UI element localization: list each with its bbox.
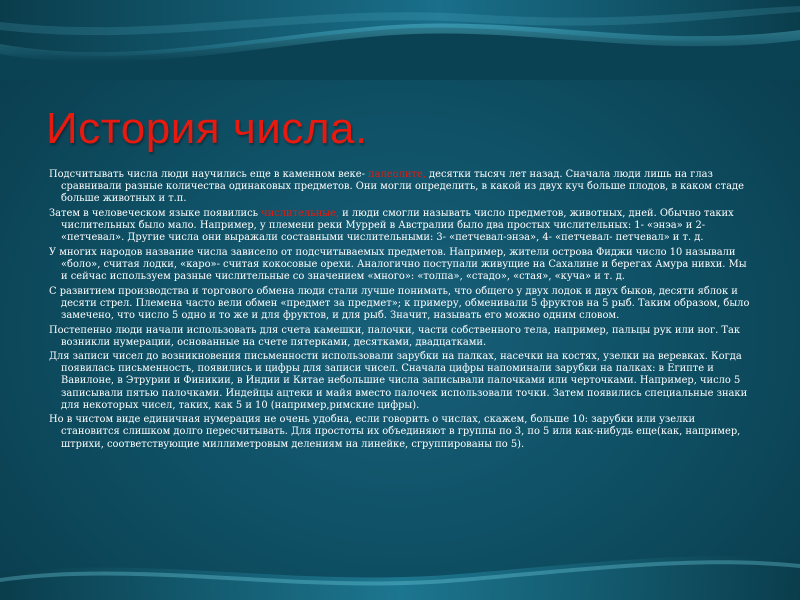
slide-title: История числа.: [46, 104, 368, 153]
slide-body: [49, 169, 755, 453]
paragraph-grouping: [49, 414, 755, 450]
bottom-wave-decoration: [0, 544, 800, 600]
paragraph-text: Но в чистом виде единичная нумерация не очень удобна, если говорить о числах, скажем, больше 10: зарубки или узелки становится слишком долго пересчитывать. Для простоты их объединяют в группы по 3, по 5 или как-нибудь еще(как, например, штрихи, соответствующие миллиметровым делениям на линейке, сгруппированы по 5).: [49, 414, 741, 450]
paragraph-text: Затем в человеческом языке появились: [49, 207, 262, 219]
highlighted-term: палеолите,: [368, 169, 426, 180]
paragraph-text: десятки тысяч лет назад. Сначала люди лишь на глаз сравнивали разные количества одинаковых предметов. Они могли определить, в какой из двух куч больше плодов, в каком стаде больше животных и т.п.: [61, 169, 744, 205]
paragraph-text: У многих народов название числа зависело от подсчитываемых предметов. Например, жители острова Фиджи число 10 называли «боло», считая лодки, «каро»- считая кокосовые орехи. Аналогично поступали живущие на Сахалине и берегах Амура нивхи. Мы и сейчас используем разные числительные со значением «много»: «толпа», «стадо», «стая», «куча» и т. д.: [49, 246, 747, 282]
paragraph-text: С развитием производства и торгового обмена люди стали лучше понимать, что общего у двух лодок и двух быков, десяти яблок и десяти стрел. Племена часто вели обмен «предмет за предмет»; к примеру, обменивали 5 фруктов на 5 рыб. Таким образом, было замечено, что число 5 одно и то же и для фруктов, и для рыб. Значит, называть его можно одним словом.: [49, 285, 750, 321]
paragraph-counting-tools: [49, 325, 755, 349]
paragraph-text: Постепенно люди начали использовать для счета камешки, палочки, части собственного тела, например, пальцы рук или ног. Так возникли нумерации, основанные на счете пятерками, десятками, двадцатками.: [49, 324, 741, 348]
paragraph-paleolithic: [49, 169, 755, 205]
highlighted-term: числительные,: [261, 207, 340, 219]
paragraph-writing: [49, 351, 755, 411]
paragraph-fiji: [49, 247, 755, 283]
paragraph-text: Подсчитывать числа люди научились еще в каменном веке-: [49, 169, 369, 180]
paragraph-numerals: [49, 208, 755, 244]
paragraph-text: Для записи чисел до возникновения письменности использовали зарубки на палках, насечки на костях, узелки на веревках. Когда появилась письменность, появились и цифры для записи чисел. Сначала цифры напоминали зарубки на палках: в Египте и Вавилоне, в Этрурии и Финикии, в Индии и Китае небольшие числа записывали палочками или черточками. Например, число 5 записывали пятью палочками. Индейцы ацтеки и майя вместо палочек использовали точки. Затем появились специальные знаки для некоторых чисел, таких, как 5 и 10 (например,римские цифры).: [49, 351, 748, 411]
paragraph-trade: [49, 286, 755, 322]
top-wave-decoration: [0, 0, 800, 80]
paragraph-text: и люди смогли называть число предметов, животных, дней. Обычно таких числительных было мало. Например, у племени реки Муррей в Австралии было два простых числительных: 1- «энэа» и 2- «петчевал». Другие числа они выражали составными числительными: 3- «петчевал-энэа», 4- «петчевал- петчевал» и т. д.: [61, 207, 734, 244]
